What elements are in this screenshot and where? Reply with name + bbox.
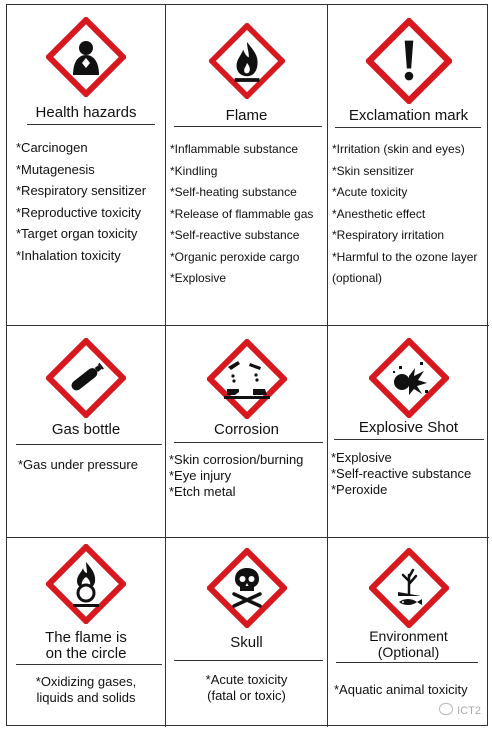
list-item: *Inhalation toxicity: [16, 247, 121, 263]
list-item: *Skin corrosion/burning: [169, 452, 304, 467]
gas-cylinder-icon: [46, 338, 126, 418]
cell-title: [328, 628, 489, 660]
watermark: ICT2: [439, 703, 481, 717]
title-line: on the circle: [45, 645, 127, 662]
list-item: *Mutagenesis: [16, 161, 95, 177]
hazard-list: [334, 682, 468, 698]
cell-title: [7, 630, 165, 662]
cell-environment: [328, 538, 489, 727]
list-item: *Kindling: [170, 163, 218, 178]
hazard-list: [169, 452, 303, 500]
list-item: *Explosive: [331, 450, 392, 465]
title-underline: [174, 660, 323, 661]
title-line: Environment: [369, 628, 448, 644]
list-item: *Skin sensitizer: [332, 163, 415, 178]
exclamation-mark-icon: [366, 18, 452, 104]
list-item: *Respiratory sensitizer: [16, 183, 147, 198]
list-item: *Explosive: [170, 271, 227, 285]
hazard-list: [166, 672, 327, 704]
list-item: *Aquatic animal toxicity: [334, 682, 468, 697]
list-item: *Inflammable substance: [170, 142, 299, 156]
list-item: *Acute toxicity: [332, 185, 408, 199]
hazard-list: [331, 450, 471, 498]
exploding-bomb-icon: [369, 338, 449, 418]
title-line: (Optional): [377, 644, 440, 660]
hazard-list: [16, 137, 146, 266]
cell-flame: [166, 5, 328, 326]
list-item: *Self-reactive substance: [331, 466, 472, 481]
list-item: *Peroxide: [331, 482, 388, 497]
environment-icon: [369, 548, 449, 628]
hazard-pictogram-table: [6, 4, 488, 726]
title-underline: [336, 662, 478, 663]
cell-title: Exclamation mark: [348, 107, 469, 124]
flame-over-circle-icon: [46, 544, 126, 624]
cell-gas-bottle: [7, 326, 166, 538]
cell-corrosion: [166, 326, 328, 538]
list-item: *Respiratory irritation: [332, 228, 445, 242]
cell-title: Skull: [230, 634, 263, 651]
list-item: *Carcinogen: [16, 140, 88, 155]
cell-exclamation-mark: [328, 5, 489, 326]
list-item: *Self-reactive substance: [170, 228, 300, 242]
list-item: liquids and solids: [36, 690, 136, 705]
list-item: (optional): [332, 271, 383, 285]
list-item: *Self-heating substance: [170, 185, 297, 199]
list-item: *Reproductive toxicity: [16, 204, 141, 220]
cell-title: Explosive Shot: [358, 419, 459, 436]
cell-title: Gas bottle: [51, 421, 121, 438]
title-underline: [16, 444, 162, 445]
title-underline: [27, 124, 155, 125]
hazard-list: [7, 674, 165, 706]
cell-title: Health hazards: [35, 104, 137, 121]
cell-explosive-shot: [328, 326, 489, 538]
list-item: *Etch metal: [169, 484, 236, 499]
title-underline: [174, 126, 322, 127]
list-item: *Release of flammable gas: [170, 206, 314, 221]
list-item: *Eye injury: [169, 468, 232, 483]
list-item: *Harmful to the ozone layer: [332, 249, 478, 264]
list-item: *Acute toxicity: [205, 672, 288, 687]
chat-bubble-icon: [439, 703, 453, 715]
hazard-list: [332, 139, 477, 290]
health-hazard-icon: [46, 17, 126, 97]
list-item: *Irritation (skin and eyes): [332, 142, 465, 156]
title-line: The flame is: [45, 629, 127, 646]
hazard-list: [170, 139, 313, 290]
skull-crossbones-icon: [207, 548, 287, 628]
list-item: (fatal or toxic): [207, 688, 286, 703]
corrosion-icon: [207, 339, 287, 419]
cell-title: Flame: [225, 107, 268, 124]
list-item: *Target organ toxicity: [16, 226, 138, 241]
title-underline: [335, 127, 481, 128]
list-item: *Gas under pressure: [18, 457, 138, 472]
list-item: *Organic peroxide cargo: [170, 249, 300, 264]
list-item: *Anesthetic effect: [332, 206, 426, 221]
hazard-list: [18, 456, 138, 473]
cell-flame-over-circle: [7, 538, 166, 727]
flame-icon: [209, 23, 285, 99]
list-item: *Oxidizing gases,: [35, 674, 137, 689]
title-underline: [174, 442, 323, 443]
cell-skull: [166, 538, 328, 727]
title-underline: [16, 664, 162, 665]
title-underline: [334, 439, 484, 440]
cell-title: Corrosion: [213, 421, 280, 438]
cell-health-hazards: [7, 5, 166, 326]
